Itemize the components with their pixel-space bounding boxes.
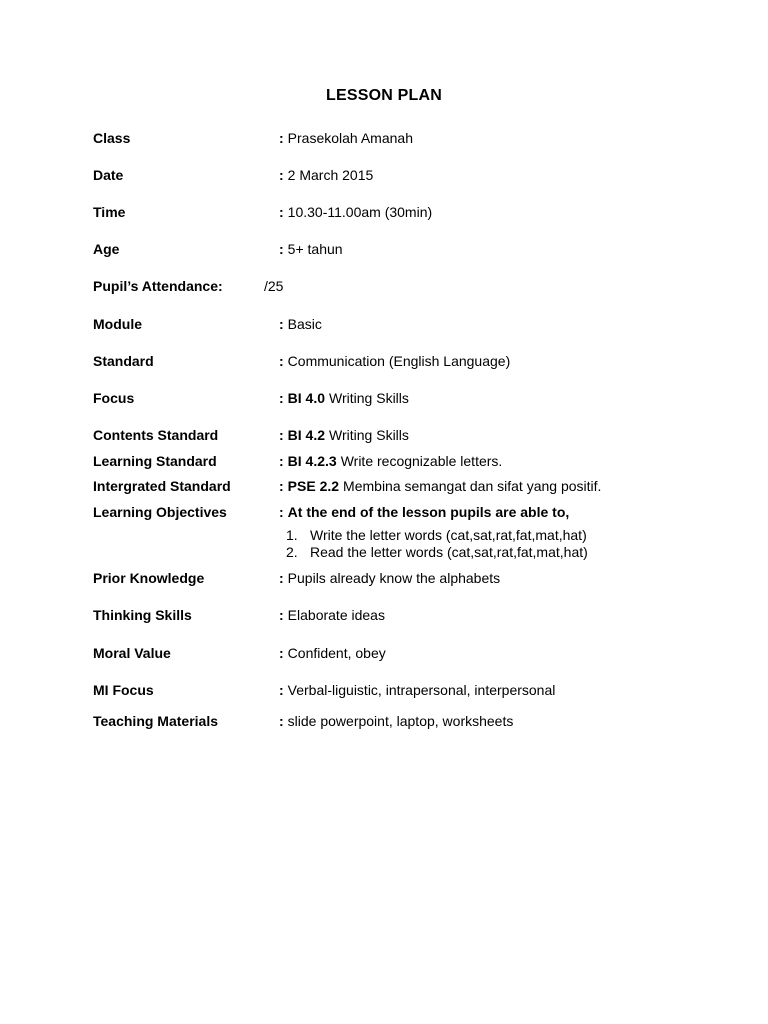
standard-label: Standard [93, 353, 154, 369]
focus-value: Writing Skills [329, 390, 409, 406]
list-item-number: 1. [286, 527, 298, 543]
learning-standard-value-wrap [279, 451, 502, 471]
attendance-value: /25 [264, 278, 284, 294]
colon: : [279, 167, 284, 183]
colon: : [279, 607, 284, 623]
list-item-number: 2. [286, 544, 298, 560]
class-value-wrap [279, 128, 413, 148]
integrated-standard-code: PSE 2.2 [287, 478, 340, 494]
teaching-materials-label: Teaching Materials [93, 713, 219, 729]
age-value-wrap [279, 239, 343, 259]
colon: : [279, 204, 284, 220]
date-value-wrap [279, 165, 373, 185]
colon: : [279, 130, 284, 146]
standard-value: Communication (English Language) [287, 353, 511, 369]
list-item [286, 527, 588, 544]
learning-standard-label: Learning Standard [93, 453, 217, 469]
colon: : [279, 570, 284, 586]
colon: : [279, 241, 284, 257]
contents-standard-code: BI 4.2 [287, 427, 326, 443]
mi-focus-value-wrap [279, 680, 555, 700]
colon: : [279, 682, 284, 698]
age-value: 5+ tahun [287, 241, 343, 257]
colon: : [279, 427, 284, 443]
colon: : [279, 713, 284, 729]
integrated-standard-value-wrap [279, 476, 601, 496]
contents-standard-value-wrap [279, 425, 409, 445]
focus-label: Focus [93, 390, 135, 406]
time-label: Time [93, 204, 126, 220]
moral-value-label: Moral Value [93, 645, 171, 661]
learning-objectives-value-wrap [279, 502, 569, 522]
class-value: Prasekolah Amanah [287, 130, 413, 146]
moral-value-value-wrap [279, 643, 386, 663]
list-item-text: Read the letter words (cat,sat,rat,fat,mat,hat) [310, 544, 588, 560]
attendance-label: Pupil’s Attendance: [93, 278, 223, 294]
learning-standard-value: Write recognizable letters. [340, 453, 503, 469]
prior-knowledge-value-wrap [279, 568, 500, 588]
focus-value-wrap [279, 388, 409, 408]
mi-focus-value: Verbal-liguistic, intrapersonal, interpersonal [287, 682, 556, 698]
learning-objectives-list [286, 527, 588, 561]
moral-value-value: Confident, obey [287, 645, 386, 661]
colon: : [279, 353, 284, 369]
learning-standard-code: BI 4.2.3 [287, 453, 337, 469]
integrated-standard-label: Intergrated Standard [93, 478, 231, 494]
integrated-standard-value: Membina semangat dan sifat yang positif. [343, 478, 602, 494]
standard-value-wrap [279, 351, 510, 371]
list-item-text: Write the letter words (cat,sat,rat,fat,mat,hat) [310, 527, 587, 543]
contents-standard-label: Contents Standard [93, 427, 219, 443]
module-value-wrap [279, 314, 322, 334]
learning-objectives-intro: At the end of the lesson pupils are able to, [287, 504, 570, 520]
colon: : [279, 504, 284, 520]
prior-knowledge-label: Prior Knowledge [93, 570, 205, 586]
age-label: Age [93, 241, 120, 257]
list-item [286, 544, 588, 561]
thinking-skills-label: Thinking Skills [93, 607, 192, 623]
colon: : [279, 316, 284, 332]
colon: : [279, 390, 284, 406]
date-label: Date [93, 167, 124, 183]
colon: : [279, 453, 284, 469]
date-value: 2 March 2015 [287, 167, 374, 183]
thinking-skills-value: Elaborate ideas [287, 607, 385, 623]
learning-objectives-label: Learning Objectives [93, 504, 227, 520]
time-value: 10.30-11.00am (30min) [287, 204, 433, 220]
colon: : [279, 478, 284, 494]
contents-standard-value: Writing Skills [329, 427, 409, 443]
module-value: Basic [287, 316, 322, 332]
teaching-materials-value: slide powerpoint, laptop, worksheets [287, 713, 514, 729]
prior-knowledge-value: Pupils already know the alphabets [287, 570, 501, 586]
mi-focus-label: MI Focus [93, 682, 154, 698]
teaching-materials-value-wrap [279, 711, 513, 731]
module-label: Module [93, 316, 142, 332]
time-value-wrap [279, 202, 432, 222]
thinking-skills-value-wrap [279, 605, 385, 625]
colon: : [279, 645, 284, 661]
class-label: Class [93, 130, 131, 146]
focus-code: BI 4.0 [287, 390, 326, 406]
page-title: LESSON PLAN [326, 87, 442, 104]
